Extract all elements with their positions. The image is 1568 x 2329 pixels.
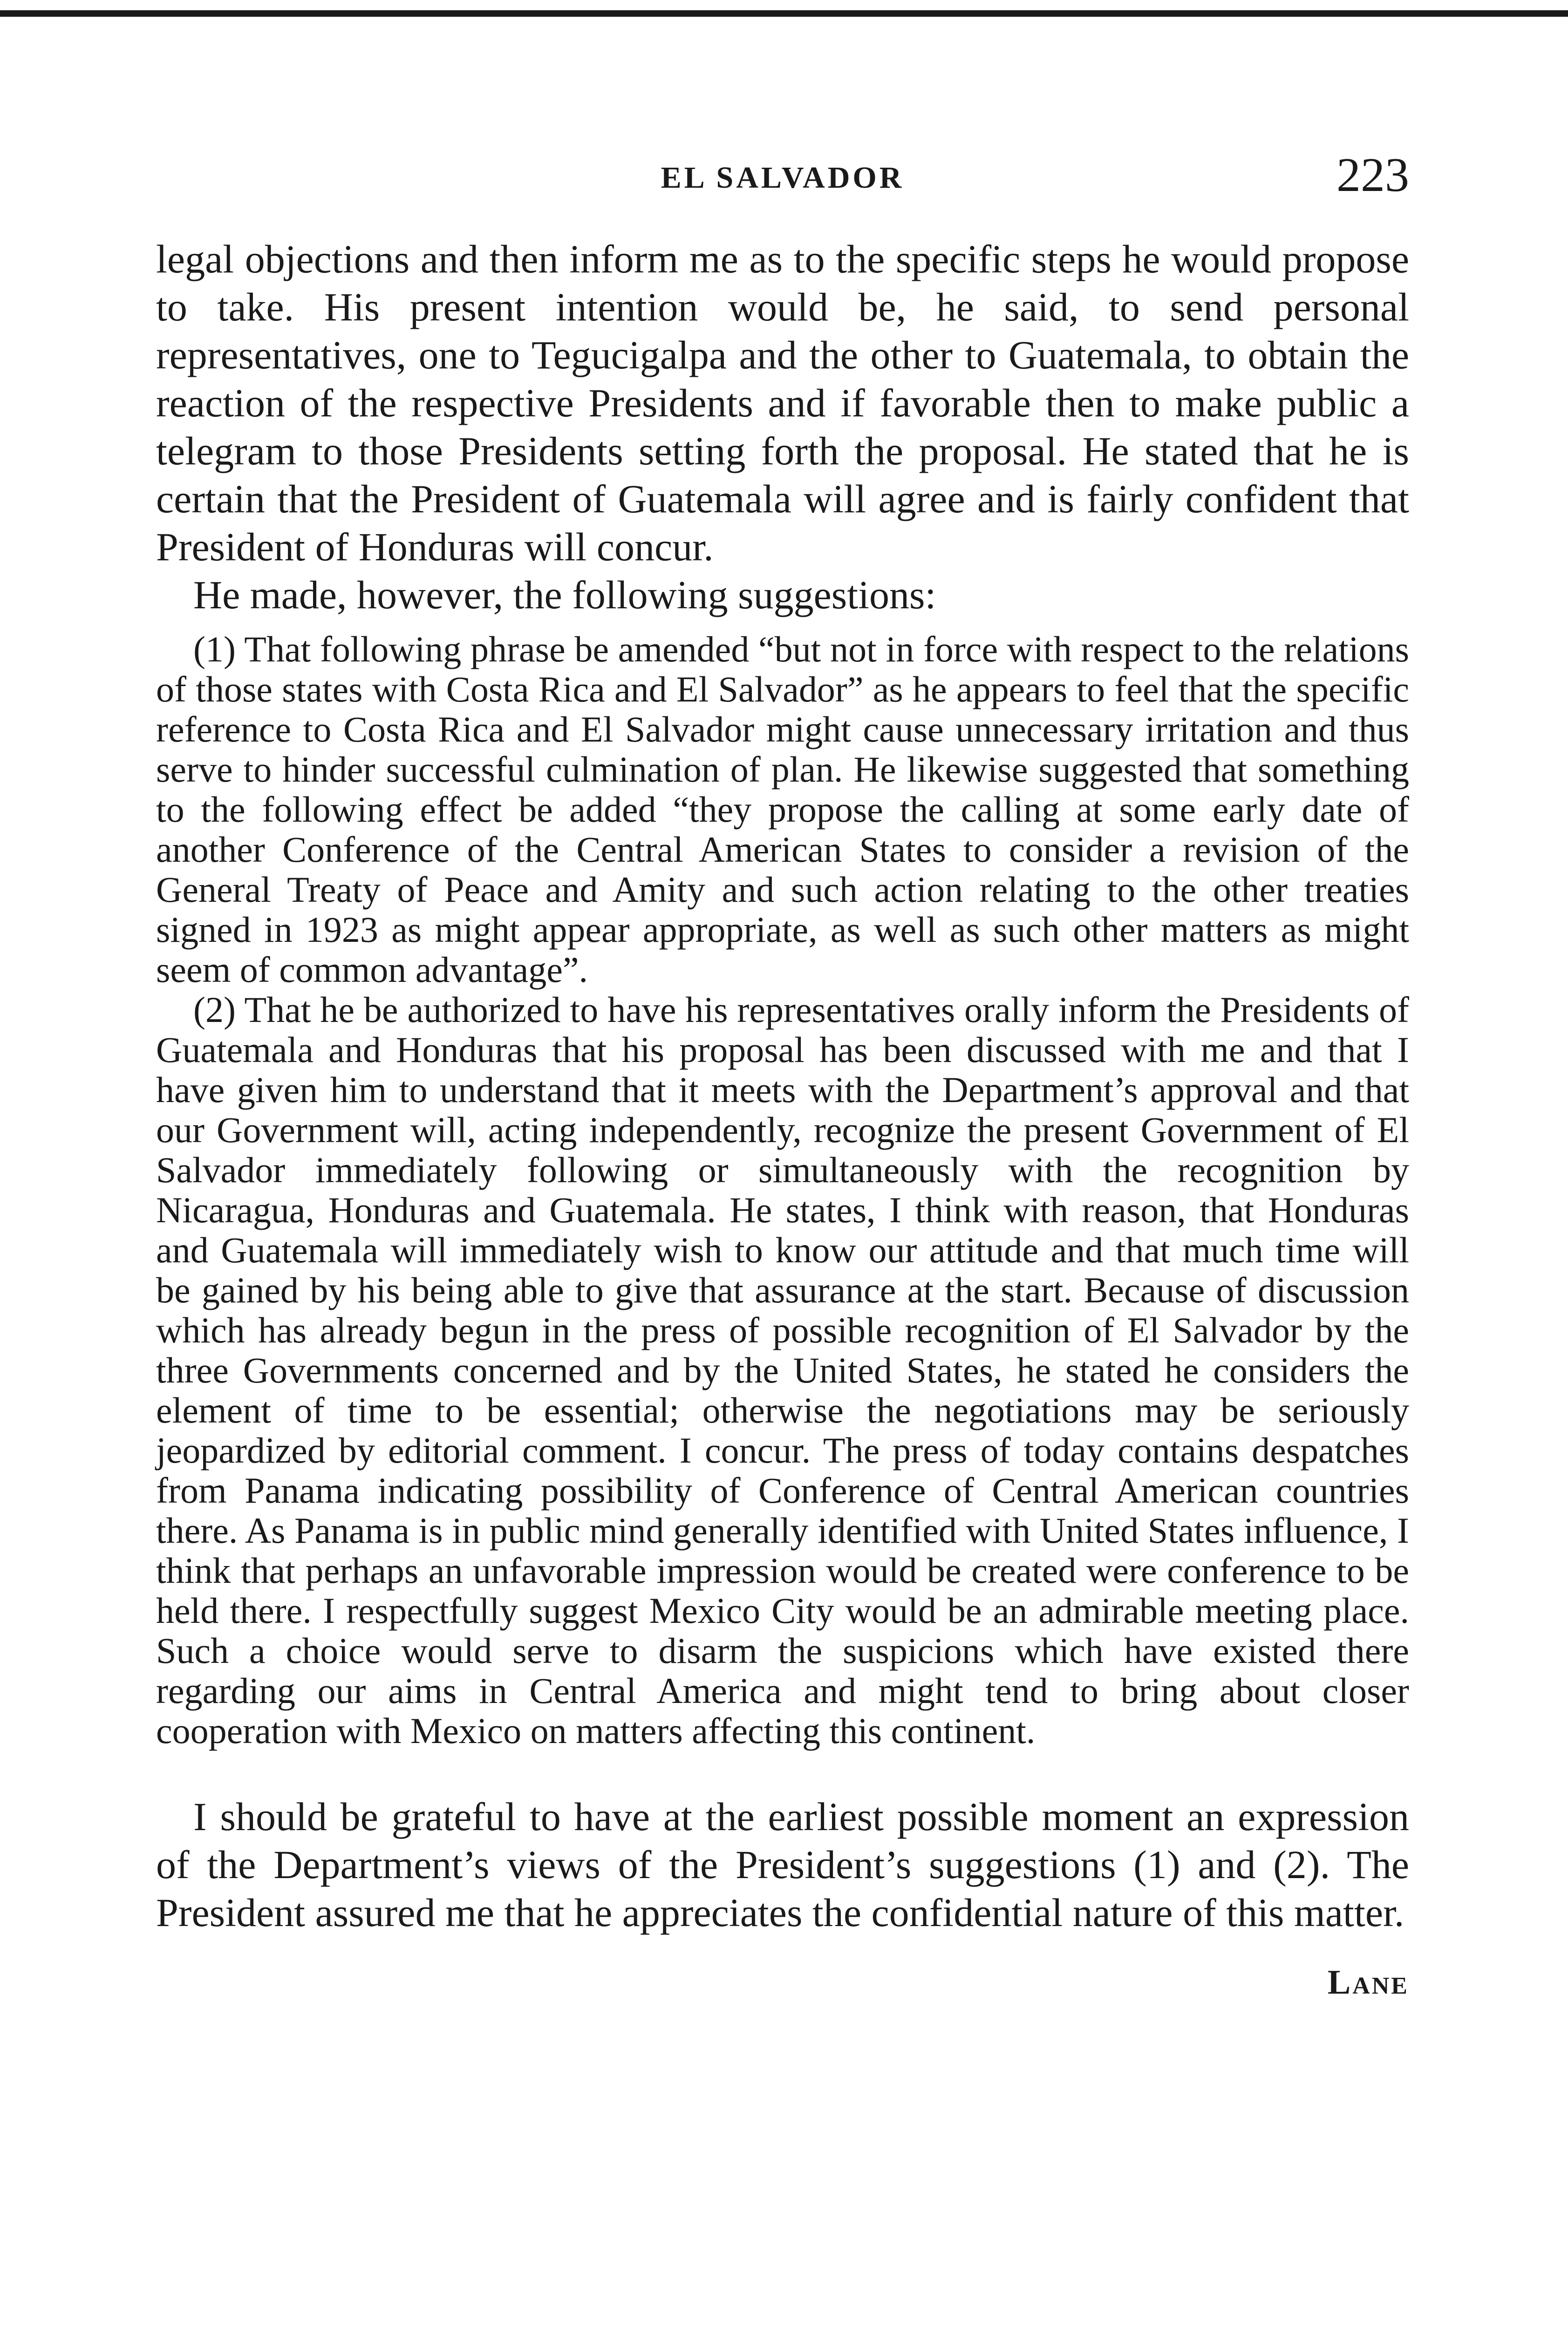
signature: Lane bbox=[1327, 1963, 1409, 2002]
document-body bbox=[156, 235, 1409, 2002]
paragraph-suggestion-2: (2) That he be authorized to have his representatives orally inform the Presidents of Guatemala and Honduras that his proposal has been discussed with me and that I have given him to understand that it meets with the Department’s approval and that our Government will, acting independently, recognize the present Government of El Salvador immediately following or simultaneously with the recognition by Nicaragua, Honduras and Guatemala. He states, I think with reason, that Honduras and Guatemala will immediately wish to know our attitude and that much time will be gained by his being able to give that assurance at the start. Because of discussion which has already begun in the press of possible recognition of El Salvador by the three Governments concerned and by the United States, he stated he considers the element of time to be essential; otherwise the negotiations may be seriously jeopardized by editorial comment. I concur. The press of today contains despatches from Panama indicating possibility of Conference of Central American countries there. As Panama is in public mind generally identified with United States influence, I think that perhaps an unfavorable impression would be created were conference to be held there. I respectfully suggest Mexico City would be an admirable meeting place. Such a choice would serve to disarm the suspicions which have existed there regarding our aims in Central America and might tend to bring about closer cooperation with Mexico on matters affecting this continent. bbox=[156, 989, 1409, 1751]
page-number: 223 bbox=[1336, 148, 1409, 202]
page-header bbox=[156, 147, 1409, 208]
paragraph-continuation: legal objections and then inform me as to the specific steps he would propose to take. His present intention would be, he said, to send personal representatives, one to Tegucigalpa and the other to Guatemala, to obtain the reaction of the respective Presidents and if favorable then to make public a telegram to those Presidents setting forth the proposal. He stated that he is certain that the President of Guatemala will agree and is fairly confident that President of Honduras will concur. bbox=[156, 237, 1409, 569]
running-head: EL SALVADOR bbox=[661, 161, 905, 195]
paragraph-closing: I should be grateful to have at the earliest possible moment an expression of the Department’s views of the President’s suggestions (1) and (2). The President assured me that he appreciates the confidential nature of this matter. bbox=[156, 1794, 1409, 1935]
paragraph-suggestions-intro: He made, however, the following suggestions: bbox=[193, 572, 936, 617]
paragraph-suggestion-1: (1) That following phrase be amended “but not in force with respect to the relations of those states with Costa Rica and El Salvador” as he appears to feel that the specific reference to Costa Rica and El Salvador might cause unnecessary irritation and thus serve to hinder successful culmination of plan. He likewise suggested that something to the following effect be added “they propose the calling at some early date of another Conference of the Central American States to consider a revision of the General Treaty of Peace and Amity and such action relating to the other treaties signed in 1923 as might appear appropriate, as well as such other matters as might seem of common advantage”. bbox=[156, 629, 1409, 990]
top-rule bbox=[0, 10, 1568, 17]
